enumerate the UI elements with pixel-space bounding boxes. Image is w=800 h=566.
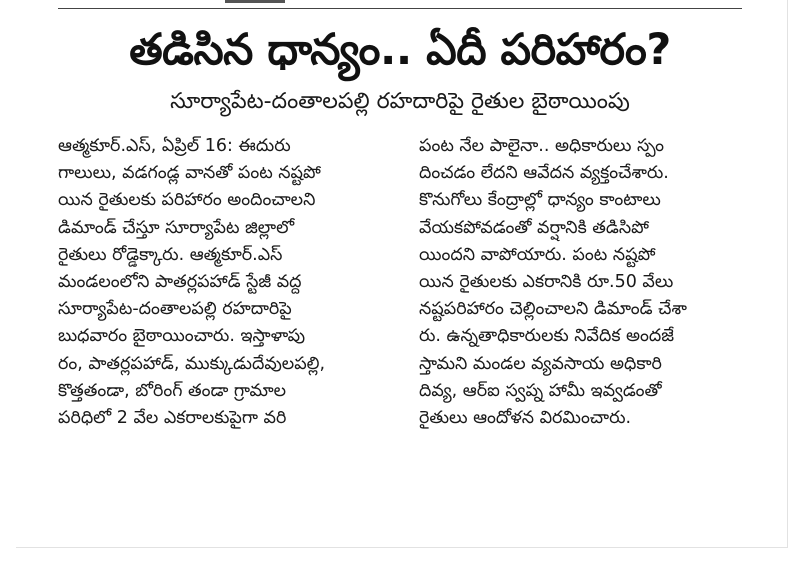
body-line: పంట నేల పాలైనా.. అధికారులు స్పం: [419, 136, 665, 156]
body-line: స్తామని మండల వ్యవసాయ అధికారి: [419, 353, 662, 374]
body-line: కొత్తతండా, బోరింగ్ తండా గ్రామాల: [58, 380, 287, 401]
body-line: యిందని వాపోయారు. పంట నష్టపో: [419, 244, 656, 265]
body-line: సూర్యాపేట-దంతాలపల్లి రహదారిపై: [58, 299, 292, 320]
body-line: దివ్య, ఆర్ఐ స్వప్న హామీ ఇవ్వడంతో: [419, 380, 662, 401]
body-line: రు. ఉన్నతాధికారులకు నివేదిక అందజే: [419, 326, 675, 347]
body-line: డిమాండ్ చేస్తూ సూర్యాపేట జిల్లాలో: [58, 217, 295, 238]
body-line: ఆత్మకూర్.ఎస్, ఏప్రిల్ 16: ఈదురు: [58, 136, 291, 156]
body-line: గాలులు, వడగండ్ల వానతో పంట నష్టపో: [58, 163, 321, 184]
body-line: యిన రైతులకు ఎకరానికి రూ.50 వేలు: [419, 271, 674, 292]
body-line: యిన రైతులకు పరిహారం అందించాలని: [58, 190, 316, 211]
body-line: మండలంలోని పాతర్లపహాడ్ స్టేజీ వద్ద: [58, 271, 302, 292]
body-line: రం, పాతర్లపహాడ్, ముక్కుడుదేవులపల్లి,: [58, 353, 326, 374]
body-line: దించడం లేదని ఆవేదన వ్యక్తంచేశారు.: [419, 163, 669, 184]
cut-rule-fragment: [225, 0, 285, 3]
subheadline: సూర్యాపేట-దంతాలపల్లి రహదారిపై రైతుల బైఠాయింపు: [170, 89, 630, 114]
body-line: బుధవారం బైఠాయించారు. ఇస్తాళాపు: [58, 326, 306, 347]
body-line: కొనుగోలు కేంద్రాల్లో ధాన్యం కాంటాలు: [419, 190, 661, 211]
body-line: వేయకపోవడంతో వర్షానికి తడిసిపో: [419, 217, 649, 238]
body-line: రైతులు రోడ్డెక్కారు. ఆత్మకూర్.ఎస్: [58, 244, 283, 265]
body-line: రైతులు ఆందోళన విరమించారు.: [419, 407, 632, 428]
body-line: పరిధిలో 2 వేల ఎకరాలకుపైగా వరి: [58, 407, 287, 428]
body-line: నష్టపరిహారం చెల్లించాలని డిమాండ్ చేశా: [419, 299, 687, 320]
article-column-right: [419, 133, 759, 432]
headline: తడిసిన ధాన్యం.. ఏదీ పరిహారం?: [129, 25, 671, 75]
article-column-left: [58, 133, 394, 432]
top-divider: [58, 8, 742, 9]
